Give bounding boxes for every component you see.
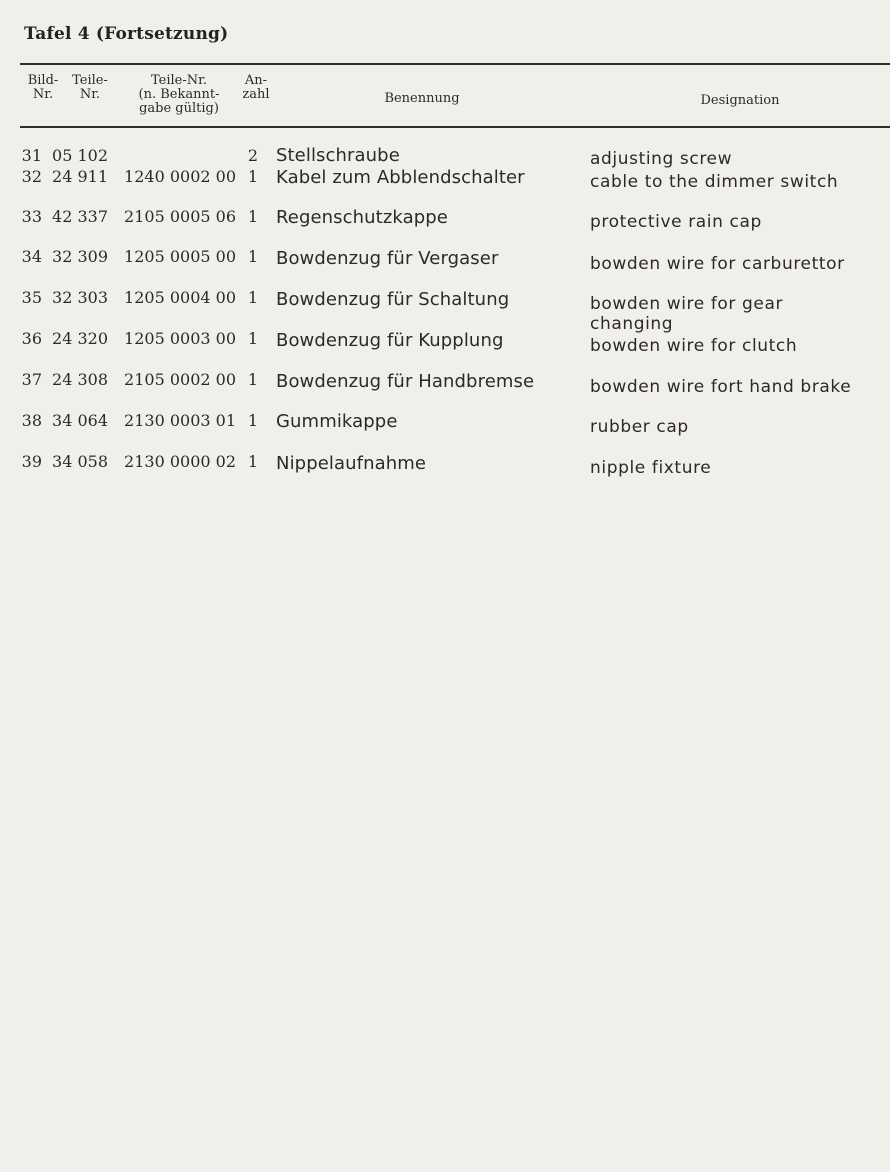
row-32-bild-nr: 32: [21, 167, 42, 186]
row-37-benennung: Bowdenzug für Handbremse: [276, 371, 535, 392]
header-benennung: Benennung: [384, 91, 460, 106]
header-teile-nr: [64, 74, 116, 102]
row-35-benennung: Bowdenzug für Schaltung: [276, 289, 510, 310]
row-35-teile-nr: 32 303: [52, 288, 108, 307]
row-34-designation: bowden wire for carburettor: [590, 254, 845, 274]
row-34-benennung: Bowdenzug für Vergaser: [276, 248, 499, 269]
row-31-designation: adjusting screw: [590, 149, 733, 169]
row-34-anzahl: 1: [247, 247, 258, 266]
header-teile-nr-bekanntgabe: [124, 74, 234, 116]
row-35-bild-nr: 35: [21, 288, 42, 307]
row-37-bild-nr: 37: [21, 370, 42, 389]
row-37-teilenr: 2105 0002 00: [124, 370, 236, 389]
row-33-teile-nr: 42 337: [52, 207, 108, 226]
row-39-anzahl: 1: [247, 452, 258, 471]
row-39-designation: nipple fixture: [590, 458, 712, 478]
header-bild-line-1: Bild-: [27, 73, 59, 88]
row-33-designation: protective rain cap: [590, 212, 762, 232]
row-38-benennung: Gummikappe: [276, 411, 398, 432]
row-31-teile-nr: 05 102: [52, 146, 108, 165]
row-32-benennung: Kabel zum Abblendschalter: [276, 167, 525, 188]
row-32-designation: cable to the dimmer switch: [590, 172, 839, 192]
row-39-teile-nr: 34 058: [52, 452, 108, 471]
row-35-anzahl: 1: [247, 288, 258, 307]
row-33-bild-nr: 33: [21, 207, 42, 226]
row-39-bild-nr: 39: [21, 452, 42, 471]
row-36-designation: bowden wire for clutch: [590, 336, 798, 356]
header-bild-line-2: Nr.: [32, 87, 54, 102]
header-anzahl-line-2: zahl: [242, 87, 270, 102]
row-31-anzahl: 2: [247, 146, 258, 165]
row-34-bild-nr: 34: [21, 247, 42, 266]
row-31-benennung: Stellschraube: [276, 145, 400, 166]
row-38-designation: rubber cap: [590, 417, 689, 437]
row-36-anzahl: 1: [247, 329, 258, 348]
page-title: Tafel 4 (Fortsetzung): [24, 24, 229, 44]
row-35-designation: bowden wire for gear changing: [590, 294, 784, 334]
header-top-rule: [20, 63, 890, 65]
row-32-teilenr: 1240 0002 00: [124, 167, 236, 186]
row-38-teilenr: 2130 0003 01: [124, 411, 236, 430]
row-33-anzahl: 1: [247, 207, 258, 226]
row-36-teilenr: 1205 0003 00: [124, 329, 236, 348]
row-35-teilenr: 1205 0004 00: [124, 288, 236, 307]
header-teilenr-line-1: Teile-Nr.: [150, 73, 208, 88]
header-teilenr-line-3: gabe gültig): [139, 101, 219, 116]
header-teilenr-line-2: (n. Bekannt-: [138, 87, 220, 102]
row-36-benennung: Bowdenzug für Kupplung: [276, 330, 504, 351]
row-37-anzahl: 1: [247, 370, 258, 389]
row-36-teile-nr: 24 320: [52, 329, 108, 348]
row-38-anzahl: 1: [247, 411, 258, 430]
row-36-bild-nr: 36: [21, 329, 42, 348]
row-39-teilenr: 2130 0000 02: [124, 452, 236, 471]
header-teile-line-1: Teile-: [72, 73, 108, 88]
row-34-teilenr: 1205 0005 00: [124, 247, 236, 266]
row-33-benennung: Regenschutzkappe: [276, 207, 448, 228]
row-39-benennung: Nippelaufnahme: [276, 453, 427, 474]
row-31-bild-nr: 31: [21, 146, 42, 165]
row-38-teile-nr: 34 064: [52, 411, 108, 430]
row-38-bild-nr: 38: [21, 411, 42, 430]
header-anzahl-line-1: An-: [244, 73, 268, 88]
header-designation: Designation: [700, 93, 780, 108]
row-34-teile-nr: 32 309: [52, 247, 108, 266]
header-teile-line-2: Nr.: [79, 87, 101, 102]
header-bild-nr: [20, 74, 66, 102]
row-32-anzahl: 1: [247, 167, 258, 186]
row-37-designation: bowden wire fort hand brake: [590, 377, 852, 397]
row-37-teile-nr: 24 308: [52, 370, 108, 389]
row-33-teilenr: 2105 0005 06: [124, 207, 236, 226]
header-bottom-rule: [20, 126, 890, 128]
header-anzahl: [236, 74, 276, 102]
row-32-teile-nr: 24 911: [52, 167, 108, 186]
